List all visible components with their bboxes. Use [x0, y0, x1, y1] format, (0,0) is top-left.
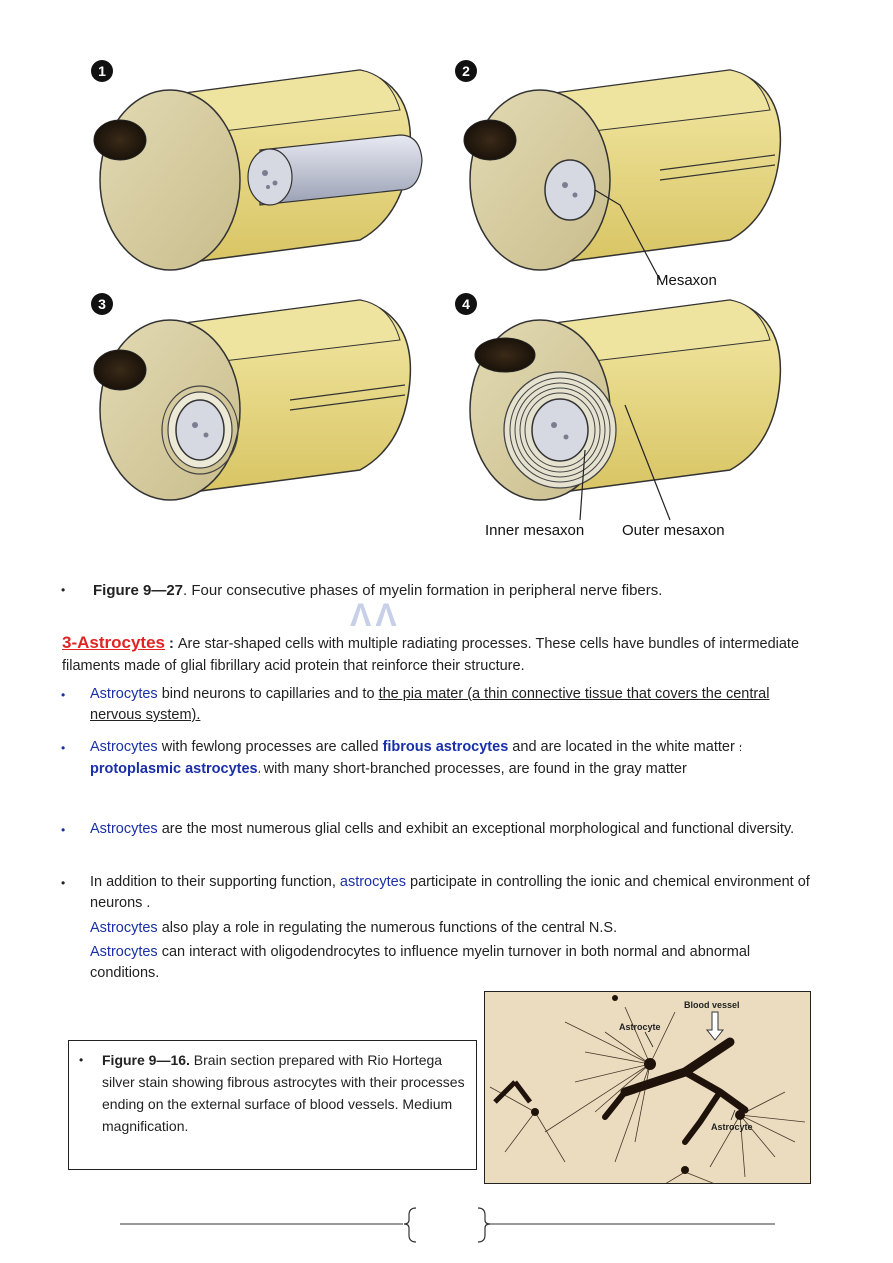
term-astrocytes: Astrocytes	[90, 920, 158, 936]
para-oligodendrocytes	[90, 942, 815, 984]
phase-2-illustration	[464, 70, 780, 280]
figure-9-16-caption	[102, 1049, 472, 1137]
astrocyte-micrograph	[484, 991, 811, 1184]
bullet: •	[61, 876, 66, 890]
term-astrocytes: Astrocytes	[90, 944, 158, 960]
term-astrocytes: astrocytes	[339, 874, 406, 890]
label-mesaxon: Mesaxon	[656, 272, 717, 289]
figure-9-27-ref: Figure 9—27	[93, 582, 184, 599]
separator: ،	[257, 765, 264, 776]
phase-1-illustration	[94, 70, 422, 270]
label-astrocyte-bottom: Astrocyte	[711, 1122, 753, 1132]
label-blood-vessel: Blood vessel	[684, 1000, 740, 1010]
label-outer-mesaxon: Outer mesaxon	[622, 522, 725, 539]
watermark: ΛΛ	[350, 597, 401, 633]
figure-9-16-text: Brain section prepared with Rio Hortega silver stain showing fibrous astrocytes with their processes ending on the external surface of blood vessels. Medium magnification.	[102, 1052, 465, 1134]
bullet-text: with many short-branched processes, are found in the gray matter	[263, 761, 687, 777]
panel-number-1: 1	[91, 60, 113, 82]
term-protoplasmic-astrocytes: protoplasmic astrocytes	[90, 761, 258, 777]
astrocytes-intro	[62, 632, 822, 677]
figure-9-16-caption-box	[68, 1040, 477, 1170]
bullet-text: bind neurons to capillaries and to	[157, 686, 379, 702]
para-text: can interact with oligodendrocytes to influence myelin turnover in both normal and abnormal conditions.	[90, 944, 751, 981]
page-footer-rule	[120, 1205, 775, 1245]
panel-number-3: 3	[91, 293, 113, 315]
term-astrocytes: Astrocytes	[90, 821, 158, 837]
bullet: •	[79, 1053, 84, 1067]
label-inner-mesaxon: Inner mesaxon	[485, 522, 585, 539]
panel-number-2: 2	[455, 60, 477, 82]
astrocytes-intro-text: Are star-shaped cells with multiple radiating processes. These cells have bundles of intermediate filaments made of glial fibrillary acid protein that reinforce their structure.	[62, 636, 800, 674]
bullet-astrocytes-bind	[90, 684, 815, 726]
bullet-fibrous-protoplasmic	[90, 737, 815, 781]
bullet-text: are the most numerous glial cells and exhibit an exceptional morphological and functional diversity.	[157, 821, 795, 837]
term-fibrous-astrocytes: fibrous astrocytes	[382, 739, 509, 755]
pia-mater-definition: the pia mater (a thin connective tissue that covers the central nervous system).	[90, 686, 770, 723]
astrocytes-heading: 3-Astrocytes	[62, 633, 165, 652]
bullet-text: with fewlong processes are called	[157, 739, 383, 755]
para-central-ns	[90, 918, 815, 939]
term-astrocytes: Astrocytes	[90, 739, 158, 755]
separator: ؛	[738, 743, 742, 754]
heading-colon: :	[165, 636, 178, 652]
bullet-text: In addition to their supporting function,	[90, 874, 340, 890]
figure-9-16-ref: Figure 9—16.	[102, 1052, 190, 1068]
label-astrocyte-top: Astrocyte	[619, 1022, 661, 1032]
term-astrocytes: Astrocytes	[90, 686, 158, 702]
para-text: also play a role in regulating the numerous functions of the central N.S.	[157, 920, 618, 936]
figure-9-27-text: . Four consecutive phases of myelin formation in peripheral nerve fibers.	[183, 582, 663, 599]
figure-9-27-caption	[93, 580, 813, 601]
bullet: •	[61, 823, 66, 837]
bullet: •	[61, 583, 66, 597]
phase-4-illustration	[470, 300, 780, 520]
micrograph-image	[485, 992, 811, 1184]
bullet-text: participate in controlling the ionic and chemical environment of neurons .	[90, 874, 810, 911]
myelin-formation-diagram	[60, 55, 800, 550]
panel-number-4: 4	[455, 293, 477, 315]
bullet-ionic-environment	[90, 872, 810, 914]
bullet: •	[61, 688, 66, 702]
bullet-text: and are located in the white matter	[508, 739, 739, 755]
phase-3-illustration	[94, 300, 410, 500]
bullet: •	[61, 741, 66, 755]
bullet-most-numerous	[90, 819, 810, 840]
